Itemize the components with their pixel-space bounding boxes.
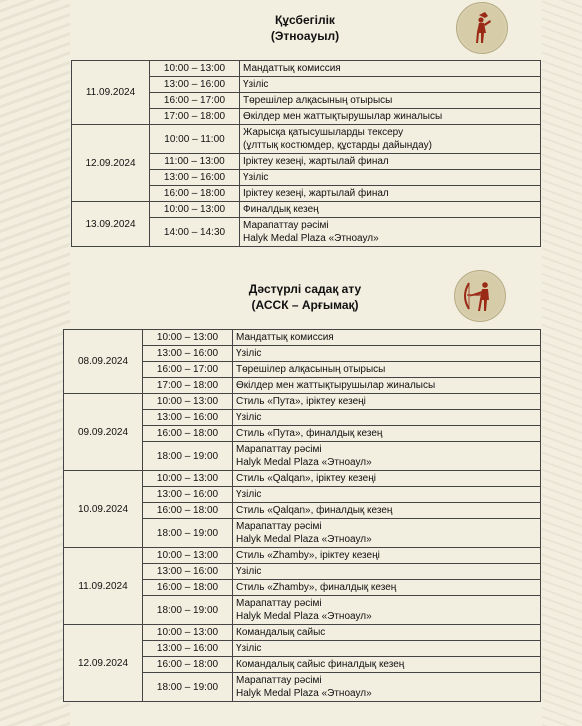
event-text: Halyk Medal Plaza «Этноаул» bbox=[243, 233, 379, 244]
event-cell bbox=[233, 625, 541, 641]
time-cell: 13:00 – 16:00 bbox=[150, 170, 240, 186]
event-text: Үзіліс bbox=[236, 566, 262, 577]
event-cell bbox=[233, 673, 541, 702]
event-text: Үзіліс bbox=[236, 489, 262, 500]
date-cell: 12.09.2024 bbox=[72, 125, 150, 202]
date-cell: 11.09.2024 bbox=[72, 61, 150, 125]
section-subtitle: (АССК – Арғымақ) bbox=[251, 298, 359, 312]
event-text: Марапаттау рәсімі bbox=[236, 521, 322, 532]
event-cell bbox=[233, 487, 541, 503]
table-row bbox=[72, 125, 541, 154]
event-text: Halyk Medal Plaza «Этноаул» bbox=[236, 611, 372, 622]
time-cell: 17:00 – 18:00 bbox=[143, 378, 233, 394]
date-cell: 12.09.2024 bbox=[64, 625, 143, 702]
date-cell: 11.09.2024 bbox=[64, 548, 143, 625]
time-cell: 10:00 – 13:00 bbox=[143, 394, 233, 410]
time-cell: 16:00 – 17:00 bbox=[143, 362, 233, 378]
time-cell: 10:00 – 13:00 bbox=[143, 471, 233, 487]
time-cell: 16:00 – 18:00 bbox=[143, 657, 233, 673]
time-cell: 18:00 – 19:00 bbox=[143, 673, 233, 702]
event-text: Іріктеу кезеңі, жартылай финал bbox=[243, 156, 389, 167]
event-cell bbox=[240, 170, 541, 186]
event-cell bbox=[233, 378, 541, 394]
event-cell bbox=[240, 218, 541, 247]
event-text: Марапаттау рәсімі bbox=[243, 220, 329, 231]
time-cell: 16:00 – 18:00 bbox=[143, 503, 233, 519]
event-cell bbox=[233, 394, 541, 410]
event-text: Мандаттық комиссия bbox=[243, 63, 341, 74]
event-text: Стиль «Qalqan», финалдық кезең bbox=[236, 505, 393, 516]
time-cell: 10:00 – 13:00 bbox=[143, 625, 233, 641]
event-cell bbox=[233, 503, 541, 519]
table-row bbox=[72, 202, 541, 218]
event-cell bbox=[233, 564, 541, 580]
date-cell: 08.09.2024 bbox=[64, 330, 143, 394]
time-cell: 10:00 – 11:00 bbox=[150, 125, 240, 154]
event-cell bbox=[233, 426, 541, 442]
event-text: Стиль «Zhamby», іріктеу кезеңі bbox=[236, 550, 380, 561]
event-cell bbox=[233, 471, 541, 487]
event-text: Үзіліс bbox=[236, 348, 262, 359]
event-cell bbox=[233, 330, 541, 346]
event-text: Іріктеу кезеңі, жартылай финал bbox=[243, 188, 389, 199]
time-cell: 13:00 – 16:00 bbox=[150, 77, 240, 93]
event-text: Өкілдер мен жаттықтырушылар жиналысы bbox=[243, 111, 443, 122]
date-cell: 10.09.2024 bbox=[64, 471, 143, 548]
event-text: Финалдық кезең bbox=[243, 204, 319, 215]
section-subtitle: (Этноауыл) bbox=[270, 29, 340, 43]
table-body bbox=[64, 330, 541, 702]
event-text: Үзіліс bbox=[243, 172, 269, 183]
table-row bbox=[64, 330, 541, 346]
event-cell bbox=[233, 641, 541, 657]
event-text: Halyk Medal Plaza «Этноаул» bbox=[236, 688, 372, 699]
event-cell bbox=[233, 519, 541, 548]
event-cell bbox=[240, 109, 541, 125]
event-cell bbox=[233, 580, 541, 596]
time-cell: 18:00 – 19:00 bbox=[143, 596, 233, 625]
time-cell: 10:00 – 13:00 bbox=[150, 61, 240, 77]
event-cell bbox=[240, 93, 541, 109]
time-cell: 13:00 – 16:00 bbox=[143, 564, 233, 580]
table-row bbox=[64, 394, 541, 410]
archer-icon bbox=[454, 270, 506, 322]
event-cell bbox=[240, 61, 541, 77]
time-cell: 17:00 – 18:00 bbox=[150, 109, 240, 125]
event-cell bbox=[233, 410, 541, 426]
event-cell bbox=[233, 346, 541, 362]
event-text: Halyk Medal Plaza «Этноаул» bbox=[236, 457, 372, 468]
event-cell bbox=[240, 186, 541, 202]
event-cell bbox=[240, 202, 541, 218]
event-text: Үзіліс bbox=[243, 79, 269, 90]
event-text: Командалық сайыс финалдық кезең bbox=[236, 659, 405, 670]
time-cell: 10:00 – 13:00 bbox=[143, 548, 233, 564]
time-cell: 14:00 – 14:30 bbox=[150, 218, 240, 247]
event-text: Төрешілер алқасының отырысы bbox=[243, 95, 393, 106]
time-cell: 11:00 – 13:00 bbox=[150, 154, 240, 170]
time-cell: 10:00 – 13:00 bbox=[150, 202, 240, 218]
event-cell bbox=[240, 154, 541, 170]
background-ornament-right bbox=[542, 0, 582, 726]
section-title: Дәстүрлі садақ ату bbox=[248, 282, 362, 296]
event-text: Өкілдер мен жаттықтырушылар жиналысы bbox=[236, 380, 436, 391]
event-cell bbox=[233, 657, 541, 673]
time-cell: 16:00 – 17:00 bbox=[150, 93, 240, 109]
event-text: (ұлттық костюмдер, құстарды дайындау) bbox=[243, 140, 432, 151]
time-cell: 18:00 – 19:00 bbox=[143, 519, 233, 548]
event-text: Марапаттау рәсімі bbox=[236, 598, 322, 609]
time-cell: 16:00 – 18:00 bbox=[143, 580, 233, 596]
table-row bbox=[64, 548, 541, 564]
event-cell bbox=[240, 77, 541, 93]
time-cell: 16:00 – 18:00 bbox=[143, 426, 233, 442]
section-title-archery bbox=[200, 281, 410, 313]
time-cell: 16:00 – 18:00 bbox=[150, 186, 240, 202]
event-text: Төрешілер алқасының отырысы bbox=[236, 364, 386, 375]
time-cell: 18:00 – 19:00 bbox=[143, 442, 233, 471]
section-title-falconry bbox=[220, 12, 390, 44]
archery-schedule-table bbox=[63, 329, 541, 702]
section-title: Құсбегілік bbox=[275, 13, 335, 27]
event-text: Halyk Medal Plaza «Этноаул» bbox=[236, 534, 372, 545]
falconer-icon bbox=[456, 2, 508, 54]
event-cell bbox=[233, 362, 541, 378]
time-cell: 10:00 – 13:00 bbox=[143, 330, 233, 346]
event-text: Үзіліс bbox=[236, 412, 262, 423]
event-text: Марапаттау рәсімі bbox=[236, 675, 322, 686]
time-cell: 13:00 – 16:00 bbox=[143, 346, 233, 362]
event-cell bbox=[233, 596, 541, 625]
table-row bbox=[64, 625, 541, 641]
event-text: Стиль «Zhamby», финалдық кезең bbox=[236, 582, 397, 593]
event-text: Марапаттау рәсімі bbox=[236, 444, 322, 455]
time-cell: 13:00 – 16:00 bbox=[143, 410, 233, 426]
background-ornament bbox=[0, 0, 70, 726]
table-row bbox=[72, 61, 541, 77]
date-cell: 09.09.2024 bbox=[64, 394, 143, 471]
event-text: Мандаттық комиссия bbox=[236, 332, 334, 343]
table-body bbox=[72, 61, 541, 247]
time-cell: 13:00 – 16:00 bbox=[143, 487, 233, 503]
falconry-schedule-table bbox=[71, 60, 541, 247]
table-row bbox=[64, 471, 541, 487]
event-text: Жарысқа қатысушыларды тексеру bbox=[243, 127, 404, 138]
date-cell: 13.09.2024 bbox=[72, 202, 150, 247]
time-cell: 13:00 – 16:00 bbox=[143, 641, 233, 657]
event-text: Стиль «Пута», іріктеу кезеңі bbox=[236, 396, 366, 407]
event-text: Үзіліс bbox=[236, 643, 262, 654]
event-text: Стиль «Пута», финалдық кезең bbox=[236, 428, 383, 439]
event-cell bbox=[240, 125, 541, 154]
event-cell bbox=[233, 548, 541, 564]
event-text: Стиль «Qalqan», іріктеу кезеңі bbox=[236, 473, 376, 484]
event-text: Командалық сайыс bbox=[236, 627, 326, 638]
event-cell bbox=[233, 442, 541, 471]
